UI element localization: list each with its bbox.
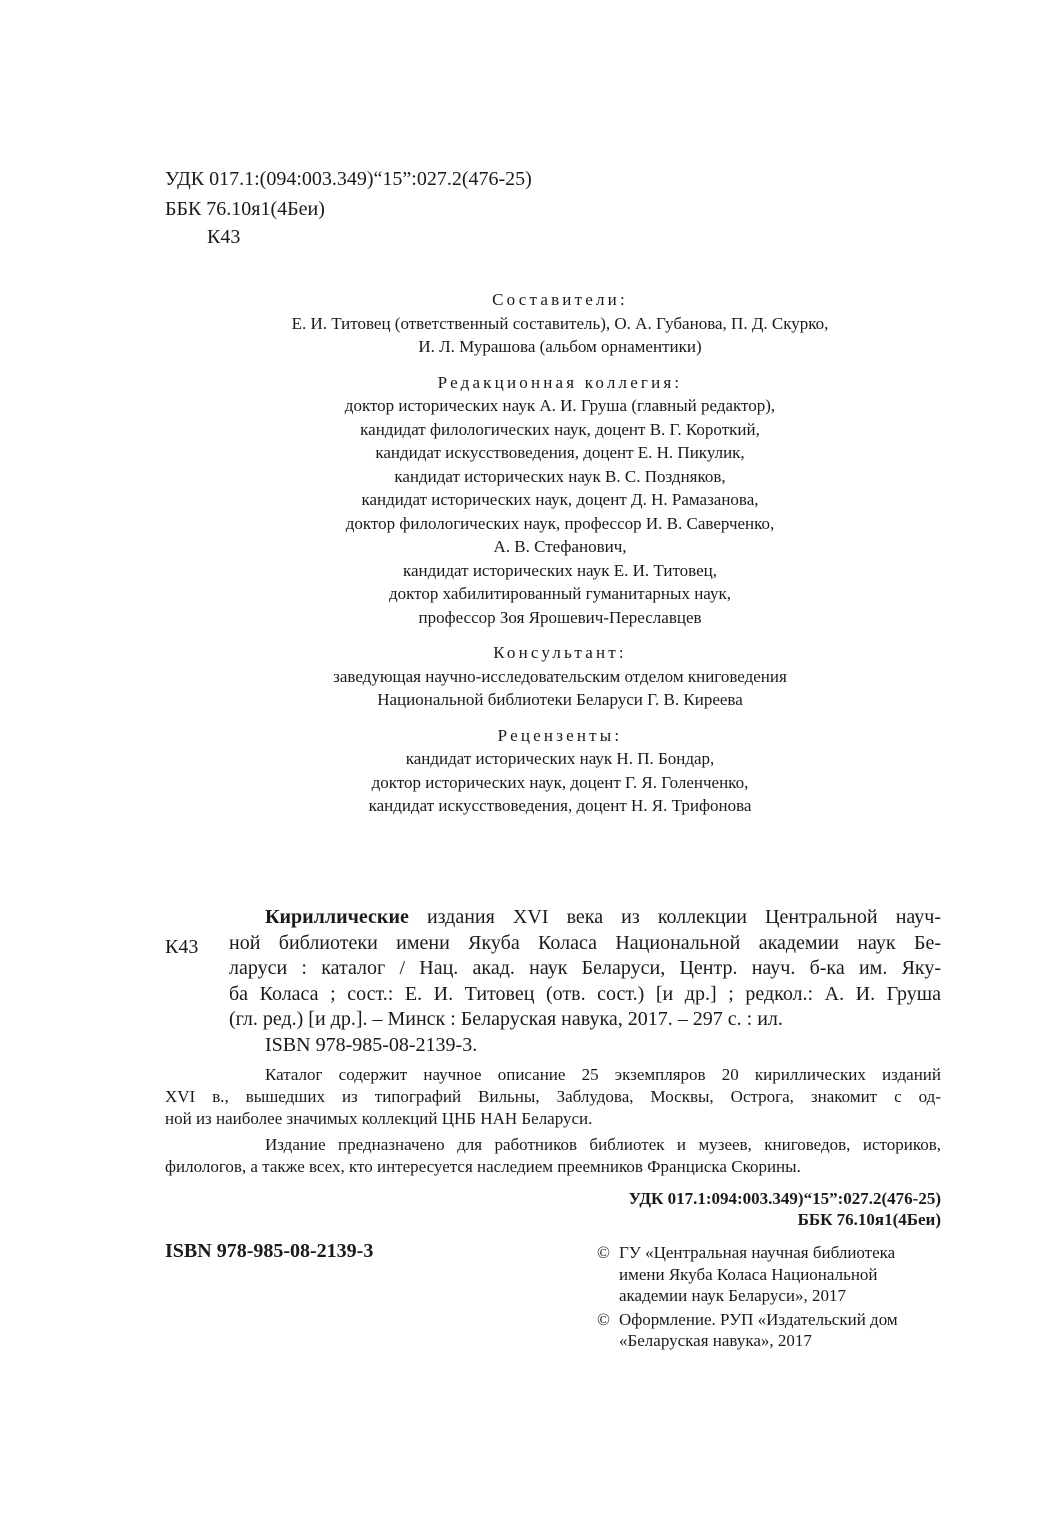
editorial-board-line: доктор филологических наук, профессор И. В. Саверченко, (345, 513, 775, 533)
classification-udk: УДК 017.1:094:003.349)“15”:027.2(476-25) (628, 1189, 941, 1208)
consultant-label: Консультант: (493, 643, 627, 662)
editorial-board-line: кандидат исторических наук, доцент Д. Н. Рамазанова, (361, 490, 759, 509)
compilers-line: Е. И. Титовец (ответственный составитель), О. А. Губанова, П. Д. Скурко, (291, 313, 829, 333)
consultant-line: Национальной библиотеки Беларуси Г. В. Киреева (377, 690, 743, 709)
compilers-line: И. Л. Мурашова (альбом орнаментики) (418, 337, 702, 356)
reviewers-label: Рецензенты: (497, 725, 623, 745)
reviewers-line: доктор исторических наук, доцент Г. Я. Голенченко, (371, 772, 749, 792)
record-line-1-rest: издания XVI века из коллекции Центральной науч- (426, 906, 941, 928)
editorial-board-line: доктор хабилитированный гуманитарных наук, (388, 584, 731, 603)
copyright-block (597, 1242, 898, 1352)
record-line: (гл. ред.) [и др.]. – Минск : Беларуская навука, 2017. – 297 с. : ил. (229, 1008, 783, 1030)
editorial-board-line: кандидат филологических наук, доцент В. Г. Короткий, (360, 419, 760, 439)
annotation-line: филологов, а также всех, кто интересуется наследием преемников Франциска Скорины. (165, 1157, 801, 1176)
record-line: ба Коласа ; сост.: Е. И. Титовец (отв. сост.) [и др.] ; редкол.: А. И. Груша (229, 982, 941, 1005)
header-udk: УДК 017.1:(094:003.349)“15”:027.2(476-25) (165, 168, 532, 190)
copyright-line: Оформление. РУП «Издательский дом (619, 1309, 898, 1329)
copyright-line: ГУ «Центральная научная библиотека (619, 1243, 896, 1262)
annotation-line: Каталог содержит научное описание 25 экземпляров 20 кириллических изданий (265, 1065, 941, 1084)
annotation (165, 1064, 941, 1178)
header-bbk: ББК 76.10я1(4Беи) (165, 198, 325, 220)
editorial-board-line: кандидат исторических наук В. С. Поздняков, (394, 466, 726, 486)
bibliographic-record (229, 905, 941, 1058)
consultant-line: заведующая научно-исследовательским отделом книговедения (333, 666, 787, 686)
editorial-board-line: профессор Зоя Ярошевич-Переславцев (418, 607, 702, 627)
editorial-board-line: А. В. Стефанович, (493, 537, 627, 556)
record-title-bold: Кириллические (265, 906, 409, 928)
compilers-label: Составители: (492, 290, 628, 309)
record-line-1 (265, 905, 941, 931)
editorial-board-line: кандидат искусствоведения, доцент Е. Н. Пикулик, (375, 443, 745, 462)
classification-bbk: ББК 76.10я1(4Беи) (797, 1210, 941, 1229)
header-author-mark: К43 (207, 226, 241, 248)
record-author-mark: К43 (165, 936, 199, 958)
isbn-main: ISBN 978-985-08-2139-3 (165, 1240, 374, 1262)
copyright-item (597, 1242, 898, 1307)
editorial-board-line: доктор исторических наук А. И. Груша (главный редактор), (344, 396, 776, 415)
copyright-line: имени Якуба Коласа Национальной (619, 1264, 878, 1284)
editorial-board-label: Редакционная коллегия: (437, 372, 683, 392)
editorial-board-line: кандидат исторических наук Е. И. Титовец, (403, 560, 717, 580)
copyright-line: «Беларуская навука», 2017 (619, 1331, 812, 1350)
record-line: ларуси : каталог / Нац. акад. наук Беларуси, Центр. науч. б-ка им. Яку- (229, 957, 941, 979)
annotation-line: ной из наиболее значимых коллекций ЦНБ НАН Беларуси. (165, 1109, 593, 1128)
record-isbn: ISBN 978-985-08-2139-3. (265, 1033, 478, 1056)
annotation-line: XVI в., вышедших из типографий Вильны, Заблудова, Москвы, Острога, знакомит с од- (165, 1087, 941, 1106)
annotation-line: Издание предназначено для работников библиотек и музеев, книговедов, историков, (265, 1135, 941, 1154)
copyright-line: академии наук Беларуси», 2017 (619, 1286, 847, 1305)
record-line: ной библиотеки имени Якуба Коласа Национальной академии наук Бе- (229, 931, 941, 954)
copyright-item (597, 1309, 898, 1352)
copyright-symbol: © (597, 1309, 610, 1329)
copyright-symbol: © (597, 1243, 610, 1262)
classification-block (629, 1188, 941, 1230)
reviewers-line: кандидат искусствоведения, доцент Н. Я. Трифонова (368, 796, 752, 815)
reviewers-line: кандидат исторических наук Н. П. Бондар, (405, 749, 715, 768)
credits-block (200, 288, 920, 818)
